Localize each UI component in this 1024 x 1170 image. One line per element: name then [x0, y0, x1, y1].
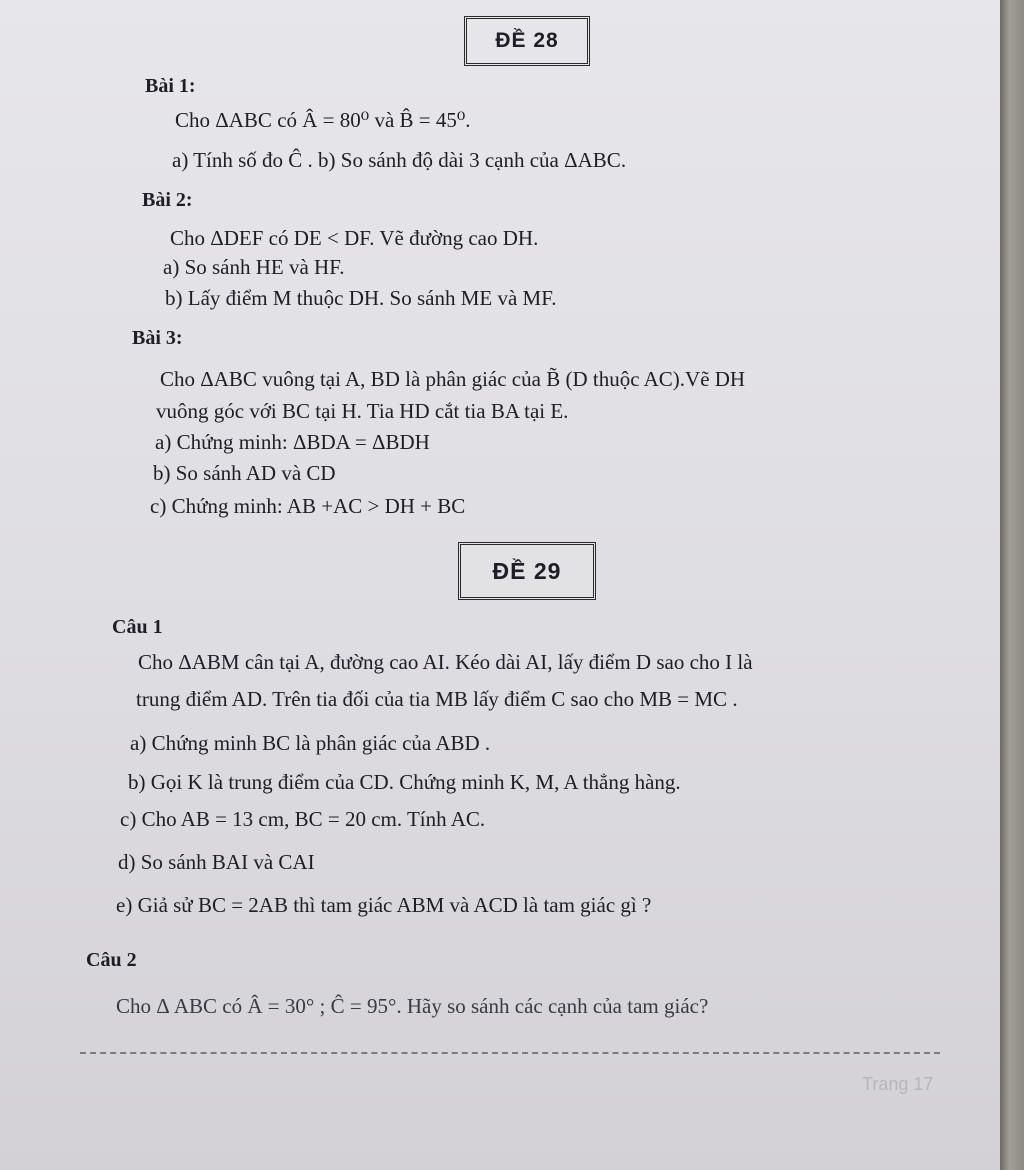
exam-29-title: ĐỀ 29 [458, 542, 596, 600]
bai-3-line-4: b) So sánh AD và CD [153, 461, 336, 485]
bai-3-line-3: a) Chứng minh: ΔBDA = ΔBDH [155, 430, 430, 454]
cau-1-heading: Câu 1 [112, 616, 163, 638]
bai-3-line-2: vuông góc với BC tại H. Tia HD cắt tia BA tại E. [156, 399, 569, 423]
cau-1-line-7: e) Giả sử BC = 2AB thì tam giác ABM và ACD là tam giác gì ? [116, 893, 652, 917]
cau-1-line-5: c) Cho AB = 13 cm, BC = 20 cm. Tính AC. [120, 807, 486, 831]
footer-divider [80, 1052, 940, 1054]
next-page-edge [1000, 0, 1024, 1170]
bai-2-line-3: b) Lấy điểm M thuộc DH. So sánh ME và MF. [165, 286, 557, 310]
cau-1-line-6: d) So sánh BAI và CAI [118, 850, 315, 874]
bai-2-heading: Bài 2: [142, 189, 193, 211]
bai-3-line-5: c) Chứng minh: AB +AC > DH + BC [150, 494, 466, 518]
cau-1-line-3: a) Chứng minh BC là phân giác của ABD . [130, 731, 491, 755]
bai-3-heading: Bài 3: [132, 327, 183, 349]
bai-2-line-1: Cho ΔDEF có DE < DF. Vẽ đường cao DH. [170, 226, 539, 250]
page-number: Trang 17 [862, 1074, 934, 1094]
bai-2-line-2: a) So sánh HE và HF. [163, 255, 345, 279]
exam-28-title: ĐỀ 28 [464, 16, 590, 66]
bai-1-heading: Bài 1: [145, 75, 196, 97]
cau-1-line-4: b) Gọi K là trung điểm của CD. Chứng minh K, M, A thẳng hàng. [128, 770, 681, 794]
bai-1-line-2: a) Tính số đo Ĉ . b) So sánh độ dài 3 cạnh của ΔABC. [172, 148, 627, 172]
cau-2-line-1: Cho Δ ABC có Â = 30° ; Ĉ = 95°. Hãy so sánh các cạnh của tam giác? [116, 994, 709, 1018]
bai-3-line-1: Cho ΔABC vuông tại A, BD là phân giác của B̃ (D thuộc AC).Vẽ DH [160, 367, 746, 391]
cau-1-line-1: Cho ΔABM cân tại A, đường cao AI. Kéo dài AI, lấy điểm D sao cho I là [138, 650, 753, 674]
bai-1-line-1: Cho ΔABC có Â = 80⁰ và B̂ = 45⁰. [175, 108, 471, 132]
cau-1-line-2: trung điểm AD. Trên tia đối của tia MB lấy điểm C sao cho MB = MC . [136, 687, 738, 711]
cau-2-heading: Câu 2 [86, 949, 137, 971]
